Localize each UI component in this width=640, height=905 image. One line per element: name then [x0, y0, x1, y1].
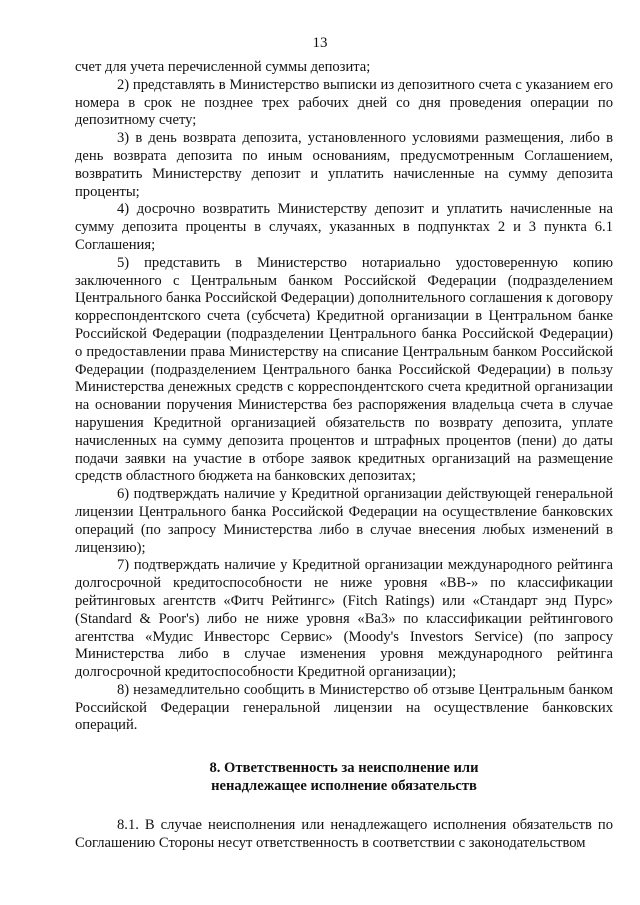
paragraph: 6) подтверждать наличие у Кредитной организации действующей генеральной лицензии Центрального банка Российской Федерации на осуществление банковских операций (по запросу Министерства либо в случае внесения любых изменений в лицензию); [75, 486, 613, 556]
paragraph: 2) представлять в Министерство выписки из депозитного счета с указанием его номера в срок не позднее трех рабочих дней со дня проведения операции по депозитному счету; [75, 76, 613, 129]
paragraphs-top [75, 59, 613, 735]
paragraph: 4) досрочно возвратить Министерству депозит и уплатить начисленные на сумму депозита проценты в случаях, указанных в подпунктах 2 и 3 пункта 6.1 Соглашения; [75, 201, 613, 253]
paragraph: 3) в день возврата депозита, установленного условиями размещения, либо в день возврата депозита по иным основаниям, предусмотренным Соглашением, возвратить Министерству депозит и уплатить начисленные на сумму депозита проценты; [75, 130, 613, 200]
paragraphs-bottom [75, 817, 613, 853]
section-heading [75, 760, 613, 796]
paragraph: 8.1. В случае неисполнения или ненадлежащего исполнения обязательств по Соглашению Стороны несут ответственность в соответствии с законодательством [75, 816, 613, 851]
paragraph: 8) незамедлительно сообщить в Министерство об отзыве Центральным банком Российской Федерации генеральной лицензии на осуществление банковских операций. [75, 681, 613, 734]
paragraph: 5) представить в Министерство нотариально удостоверенную копию заключенного с Центральным банком Российской Федерации (подразделением Центрального банка Российской Федерации) дополнительного соглашения к договору корреспондентского счета (субсчета) Кредитной организации в Центральном банке Российской Федерации (подразделении Центрального банка Российской Федерации) о предоставлении права Министерству на списание Центральным банком Российской Федерации (подразделением Центрального банка Российской Федерации) в пользу Министерства денежных средств с корреспондентского счета кредитной организации на основании поручения Министерства без распоряжения владельца счета в случае нарушения Кредитной организацией обязательств по возврату депозита, уплате начисленных на сумму депозита процентов и штрафных процентов (пени) до даты подачи заявки на участие в отборе заявок кредитных организаций на размещение средств областного бюджета на банковских депозитах; [75, 254, 613, 485]
document-body [75, 59, 613, 852]
page-number: 13 [312, 35, 328, 51]
section-heading-line-1: 8. Ответственность за неисполнение или [209, 760, 479, 777]
paragraph: счет для учета перечисленной суммы депозита; [75, 59, 371, 75]
paragraph: 7) подтверждать наличие у Кредитной организации международного рейтинга долгосрочной кредитоспособности не ниже уровня «BB-» по классификации рейтинговых агентств «Фитч Рейтингс» (Fitch Ratings) или «Стандарт энд Пурс» (Standard & Poor's) либо не ниже уровня «Ba3» по классификации рейтингового агентства «Мудис Инвесторс Сервис» (Moody's Investors Service) (по запросу Министерства либо в случае изменения уровня международного рейтинга долгосрочной кредитоспособности Кредитной организации); [75, 557, 613, 681]
section-heading-line-2: ненадлежащее исполнение обязательств [211, 778, 477, 795]
